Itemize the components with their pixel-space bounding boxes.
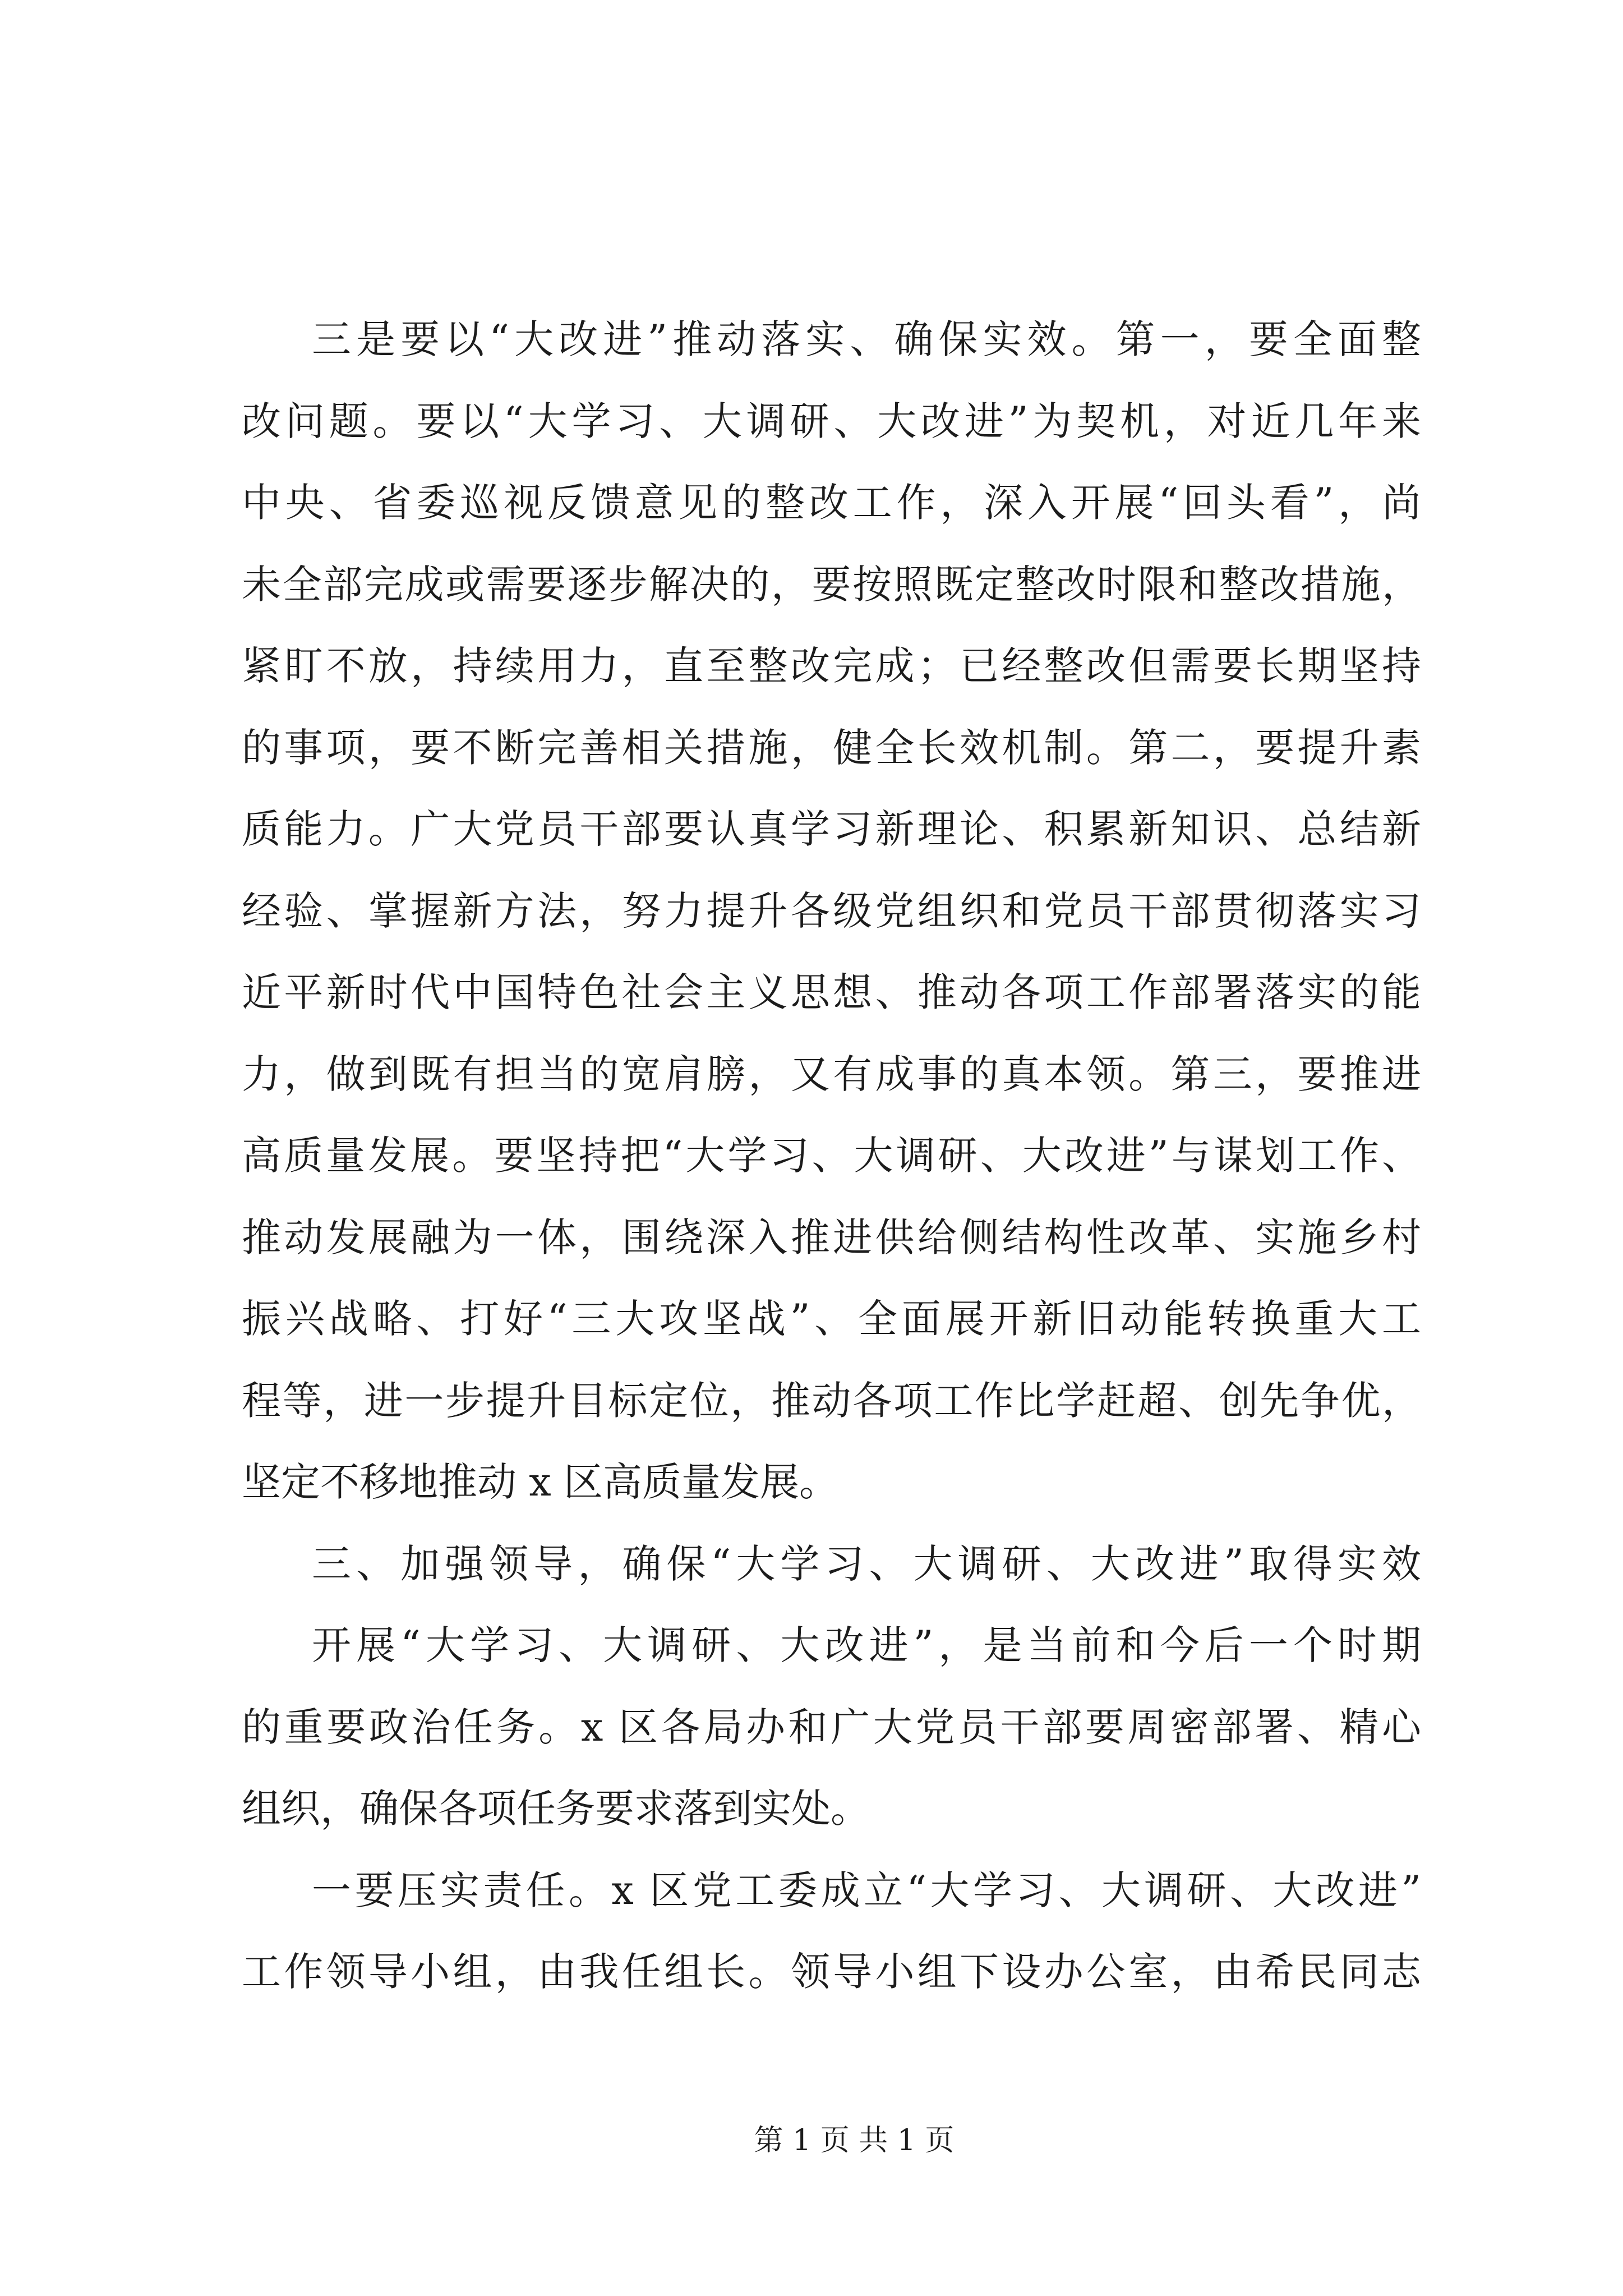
paragraph (242, 1850, 1421, 2013)
page-footer: 第 1 页 共 1 页 (754, 2124, 955, 2157)
text-line: 一要压实责任。x 区党工委成立“大学习、大调研、大改进” (312, 1867, 1421, 1913)
text-line: 程等，进一步提升目标定位，推动各项工作比学赶超、创先争优， (242, 1377, 1421, 1424)
text-line: 质能力。广大党员干部要认真学习新理论、积累新知识、总结新 (242, 806, 1421, 852)
paragraph (242, 1605, 1421, 1850)
section-heading: 三、加强领导，确保“大学习、大调研、大改进”取得实效 (312, 1540, 1421, 1587)
document-body (242, 299, 1421, 2013)
text-line: 推动发展融为一体，围绕深入推进供给侧结构性改革、实施乡村 (242, 1214, 1421, 1260)
text-line: 中央、省委巡视反馈意见的整改工作，深入开展“回头看”，尚 (242, 480, 1421, 526)
text-line: 未全部完成或需要逐步解决的，要按照既定整改时限和整改措施， (242, 561, 1421, 608)
text-line: 工作领导小组，由我任组长。领导小组下设办公室，由希民同志 (242, 1949, 1421, 1995)
text-line: 的事项，要不断完善相关措施，健全长效机制。第二，要提升素 (242, 724, 1421, 771)
text-line: 力，做到既有担当的宽肩膀，又有成事的真本领。第三，要推进 (242, 1051, 1421, 1097)
text-line: 组织，确保各项任务要求落到实处。 (242, 1786, 870, 1832)
text-line: 改问题。要以“大学习、大调研、大改进”为契机，对近几年来 (242, 398, 1421, 444)
text-line: 坚定不移地推动 x 区高质量发展。 (242, 1459, 838, 1505)
text-line: 紧盯不放，持续用力，直至整改完成；已经整改但需要长期坚持 (242, 643, 1421, 689)
text-line: 三是要以“大改进”推动落实、确保实效。第一，要全面整 (312, 316, 1421, 362)
text-line: 开展“大学习、大调研、大改进”，是当前和今后一个时期 (312, 1622, 1421, 1668)
text-line: 振兴战略、打好“三大攻坚战”、全面展开新旧动能转换重大工 (242, 1296, 1421, 1342)
paragraph (242, 299, 1421, 1524)
text-line: 经验、掌握新方法，努力提升各级党组织和党员干部贯彻落实习 (242, 887, 1421, 934)
text-line: 高质量发展。要坚持把“大学习、大调研、大改进”与谋划工作、 (242, 1133, 1421, 1179)
text-line: 的重要政治任务。x 区各局办和广大党员干部要周密部署、精心 (242, 1704, 1421, 1750)
text-line: 近平新时代中国特色社会主义思想、推动各项工作部署落实的能 (242, 969, 1421, 1015)
